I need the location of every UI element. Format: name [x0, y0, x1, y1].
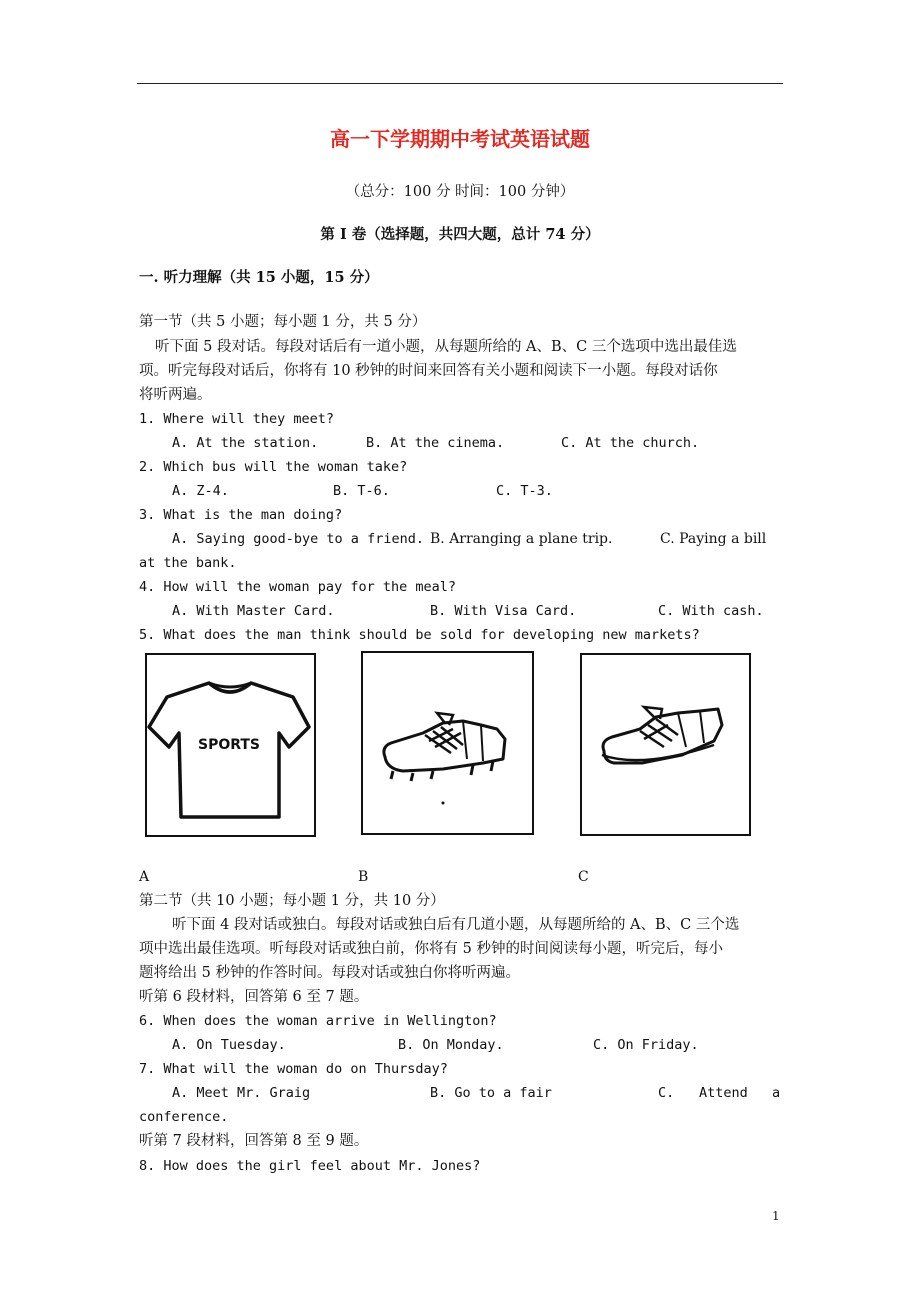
- material-6-heading: 听第 6 段材料，回答第 6 至 7 题。: [139, 989, 369, 1005]
- option-4c: C. With cash.: [658, 603, 764, 619]
- question-3: 3. What is the man doing?: [139, 507, 343, 523]
- picture-label-c: C: [578, 869, 589, 885]
- option-7a: A. Meet Mr. Graig: [172, 1085, 311, 1101]
- question-1: 1. Where will they meet?: [139, 411, 335, 427]
- section-heading: 一. 听力理解（共 15 小题，15 分）: [139, 269, 379, 286]
- option-1c: C. At the church.: [561, 435, 700, 451]
- page-number: 1: [772, 1209, 780, 1223]
- option-4a: A. With Master Card.: [172, 603, 335, 619]
- option-3c: C. Paying a bill: [660, 531, 767, 547]
- subsection-heading-2: 第二节（共 10 小题；每小题 1 分，共 10 分）: [139, 893, 445, 909]
- question-8: 8. How does the girl feel about Mr. Jones?: [139, 1158, 481, 1174]
- instruction-line: 题将给出 5 秒钟的作答时间。每段对话或独白你将听两遍。: [139, 965, 520, 981]
- option-2a: A. Z-4.: [172, 483, 229, 499]
- page-title: 高一下学期期中考试英语试题: [330, 127, 590, 151]
- question-2: 2. Which bus will the woman take?: [139, 459, 408, 475]
- sneaker-icon: [582, 655, 749, 834]
- instruction-line: 听下面 5 段对话。每段对话后有一道小题，从每题所给的 A、B、C 三个选项中选出最佳选: [155, 339, 737, 355]
- option-3b: B. Arranging a plane trip.: [430, 531, 613, 547]
- question-7: 7. What will the woman do on Thursday?: [139, 1061, 448, 1077]
- cleat-shoe-icon: [363, 653, 532, 833]
- option-3c-continued: at the bank.: [139, 555, 237, 571]
- question-4: 4. How will the woman pay for the meal?: [139, 579, 456, 595]
- option-7b: B. Go to a fair: [430, 1085, 552, 1101]
- instruction-line: 项。听完每段对话后，你将有 10 秒钟的时间来回答有关小题和阅读下一小题。每段对话你: [139, 363, 718, 379]
- option-2c: C. T-3.: [496, 483, 553, 499]
- option-7c-continued: conference.: [139, 1109, 229, 1125]
- option-7c-letter: C.: [658, 1085, 675, 1101]
- option-1a: A. At the station.: [172, 435, 319, 451]
- instruction-line: 项中选出最佳选项。听每段对话或独白前，你将有 5 秒钟的时间阅读每小题，听完后，每小: [139, 941, 723, 957]
- part-title: 第 I 卷（选择题，共四大题，总计 74 分）: [320, 226, 600, 243]
- option-4b: B. With Visa Card.: [430, 603, 577, 619]
- material-7-heading: 听第 7 段材料，回答第 8 至 9 题。: [139, 1133, 369, 1149]
- option-6c: C. On Friday.: [593, 1037, 699, 1053]
- option-6b: B. On Monday.: [398, 1037, 504, 1053]
- option-7c-article: a: [772, 1085, 781, 1101]
- option-2b: B. T-6.: [333, 483, 390, 499]
- tshirt-icon: [147, 655, 314, 835]
- header-rule: [137, 83, 783, 84]
- option-7c-word: Attend: [699, 1085, 748, 1101]
- score-time-info: （总分：100 分 时间：100 分钟）: [345, 184, 575, 200]
- question-6: 6. When does the woman arrive in Wellington?: [139, 1013, 497, 1029]
- option-1b: B. At the cinema.: [366, 435, 505, 451]
- sneaker-picture: [580, 653, 751, 836]
- picture-label-a: A: [139, 869, 150, 885]
- question-5: 5. What does the man think should be sold for developing new markets?: [139, 627, 700, 643]
- option-6a: A. On Tuesday.: [172, 1037, 286, 1053]
- tshirt-text: SPORTS: [197, 737, 261, 753]
- subsection-heading-1: 第一节（共 5 小题；每小题 1 分，共 5 分）: [139, 314, 427, 330]
- option-3a: A. Saying good-bye to a friend.: [172, 531, 424, 547]
- tshirt-picture: [145, 653, 316, 837]
- picture-label-b: B: [358, 869, 369, 885]
- instruction-line: 听下面 4 段对话或独白。每段对话或独白后有几道小题，从每题所给的 A、B、C 三个选: [172, 917, 740, 933]
- cleat-shoe-picture: [361, 651, 534, 835]
- instruction-line: 将听两遍。: [139, 387, 212, 403]
